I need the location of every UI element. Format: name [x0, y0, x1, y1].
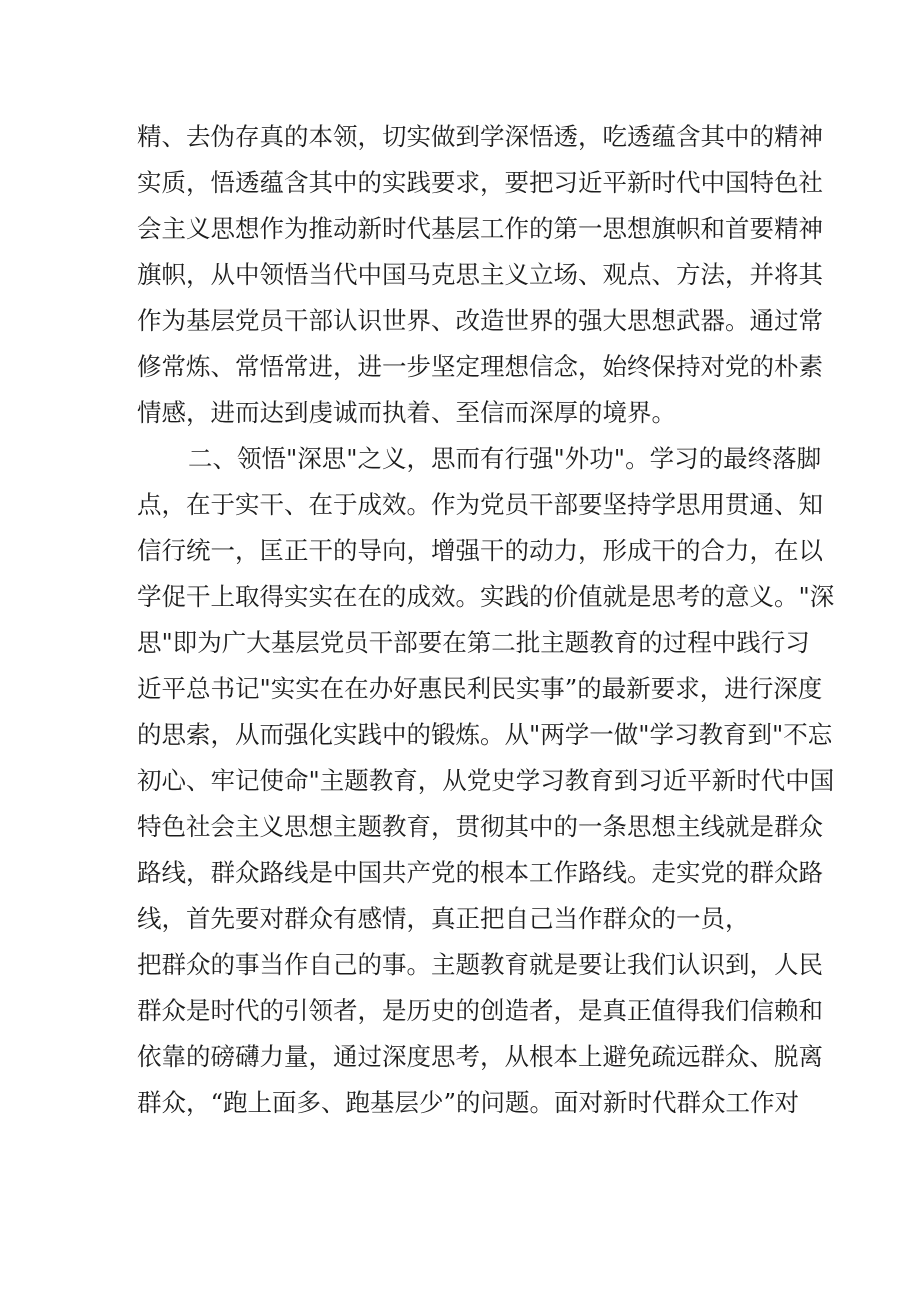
text-line: 依靠的磅礴力量，通过深度思考，从根本上避免疏远群众、脱离 — [137, 1042, 823, 1071]
text-line: 的思索，从而强化实践中的锻炼。从"两学一做"学习教育到"不忘 — [137, 720, 833, 749]
text-line: 特色社会主义思想主题教育，贯彻其中的一条思想主线就是群众 — [137, 812, 823, 841]
text-line: 信行统一，匡正干的导向，增强干的动力，形成干的合力，在以 — [137, 536, 823, 565]
text-line: 学促干上取得实实在在的成效。实践的价值就是思考的意义。"深 — [137, 582, 835, 611]
text-line: 思"即为广大基层党员干部要在第二批主题教育的过程中践行习 — [137, 628, 810, 657]
text-line: 近平总书记"实实在在办好惠民利民实事”的最新要求，进行深度 — [137, 674, 823, 703]
text-line: 情感，进而达到虔诚而执着、至信而深厚的境界。 — [137, 398, 676, 427]
text-line: 点，在于实干、在于成效。作为党员干部要坚持学思用贯通、知 — [137, 490, 823, 519]
text-line: 初心、牢记使命"主题教育，从党史学习教育到习近平新时代中国 — [137, 766, 835, 795]
text-line: 群众是时代的引领者，是历史的创造者，是真正值得我们信赖和 — [137, 996, 823, 1025]
text-line: 把群众的事当作自己的事。主题教育就是要让我们认识到，人民 — [137, 950, 823, 979]
paragraph-heading-line: 二、领悟"深思"之义，思而有行强"外功"。学习的最终落脚 — [188, 444, 822, 473]
text-line: 路线，群众路线是中国共产党的根本工作路线。走实党的群众路 — [137, 858, 823, 887]
text-line: 会主义思想作为推动新时代基层工作的第一思想旗帜和首要精神 — [137, 214, 823, 243]
text-line: 旗帜，从中领悟当代中国马克思主义立场、观点、方法，并将其 — [137, 260, 823, 289]
text-line: 作为基层党员干部认识世界、改造世界的强大思想武器。通过常 — [137, 306, 823, 335]
text-line: 群众，“跑上面多、跑基层少”的问题。面对新时代群众工作对 — [137, 1088, 800, 1117]
text-line: 实质，悟透蕴含其中的实践要求，要把习近平新时代中国特色社 — [137, 168, 823, 197]
text-line: 精、去伪存真的本领，切实做到学深悟透，吃透蕴含其中的精神 — [137, 122, 823, 151]
text-line: 线，首先要对群众有感情，真正把自己当作群众的一员， — [137, 904, 750, 933]
text-line: 修常炼、常悟常进，进一步坚定理想信念，始终保持对党的朴素 — [137, 352, 823, 381]
